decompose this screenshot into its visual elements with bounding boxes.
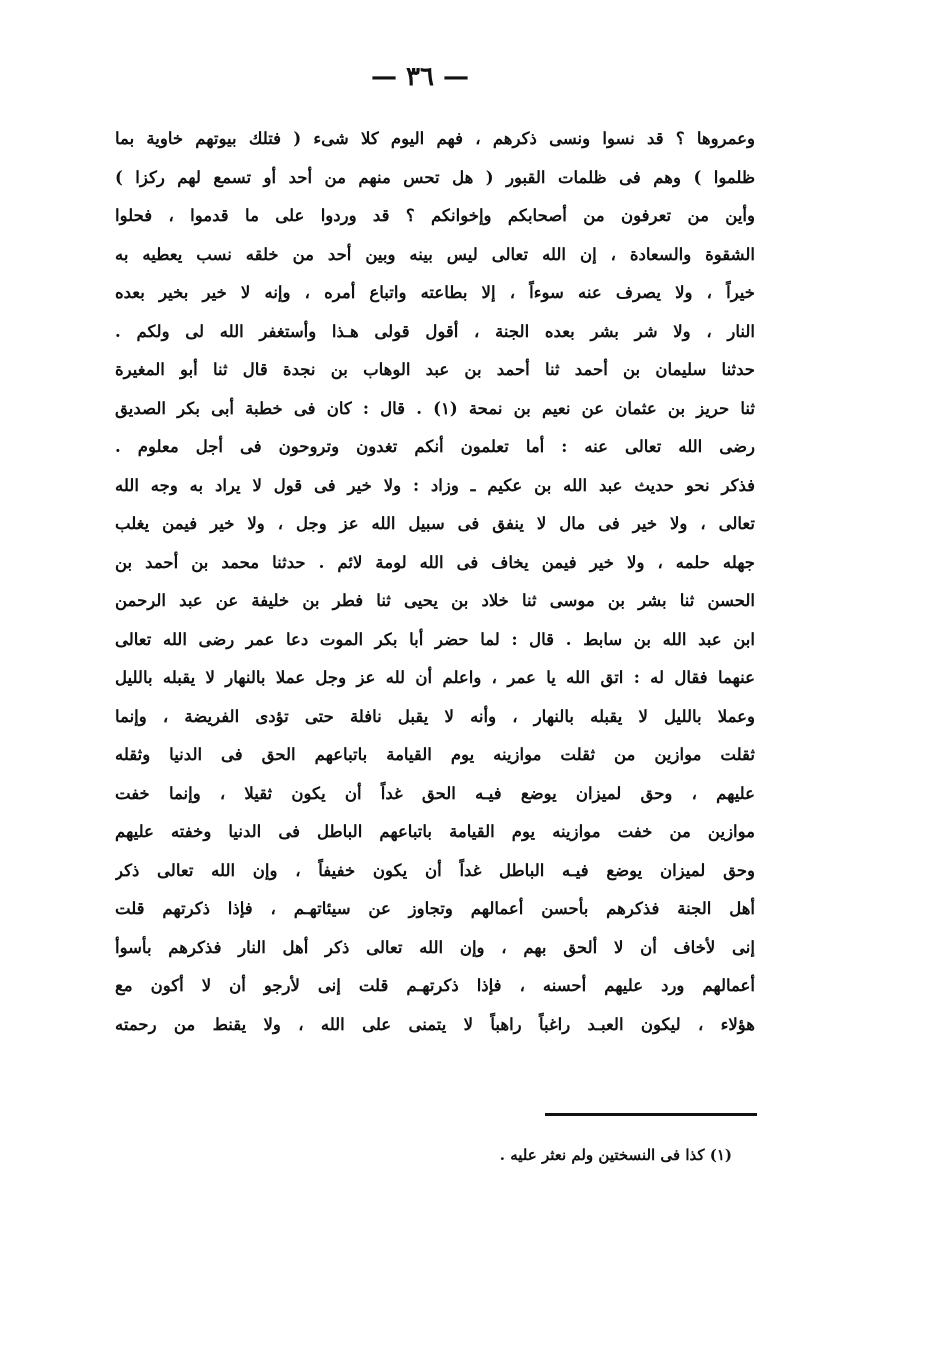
text-line: ثقلت موازين من ثقلت موازينه يوم القيامة باتباعهم الحق فى الدنيا وثقله — [115, 745, 755, 764]
text-line: ثنا حريز بن عثمان عن نعيم بن نمحة (١) . قال : كان فى خطبة أبى بكر الصديق — [115, 398, 755, 418]
text-line: إنى لأخاف أن لا ألحق بهم ، وإن الله تعالى ذكر أهل النار فذكرهم بأسوأ — [115, 937, 755, 957]
text-line: وحق لميزان يوضع فيـه الباطل غداً أن يكون خفيفاً ، وإن الله تعالى ذكر — [115, 860, 755, 880]
text-line: فذكر نحو حديث عبد الله بن عكيم ـ وزاد : ولا خير فى قول لا يراد به وجه الله — [115, 475, 755, 495]
text-line: النار ، ولا شر بشر بعده الجنة ، أقول قولى هـذا وأستغفر الله لى ولكم . — [115, 321, 755, 341]
text-line: هؤلاء ، ليكون العبـد راغباً راهباً لا يتمنى على الله ، ولا يقنط من رحمته — [115, 1014, 755, 1034]
text-line: ابن عبد الله بن سابط . قال : لما حضر أبا بكر الموت دعا عمر رضى الله تعالى — [115, 629, 755, 649]
text-line: حدثنا سليمان بن أحمد ثنا أحمد بن عبد الوهاب بن نجدة قال ثنا أبو المغيرة — [115, 360, 755, 379]
text-line: وأين من تعرفون من أصحابكم وإخوانكم ؟ قد وردوا على ما قدموا ، فحلوا — [115, 206, 755, 225]
text-line: الحسن ثنا بشر بن موسى ثنا خلاد بن يحيى ثنا فطر بن خليفة عن عبد الرحمن — [115, 591, 755, 610]
text-line: جهله حلمه ، ولا خير فيمن يخاف فى الله لومة لائم . حدثنا محمد بن أحمد بن — [115, 552, 755, 572]
text-line: وعمروها ؟ قد نسوا ونسى ذكرهم ، فهم اليوم كلا شىء ( فتلك بيوتهم خاوية بما — [115, 129, 755, 148]
text-line: تعالى ، ولا خير فى مال لا ينفق فى سبيل الله عز وجل ، ولا خير فيمن يغلب — [115, 514, 755, 533]
text-line: رضى الله تعالى عنه : أما تعلمون أنكم تغدون وتروحون فى أجل معلوم . — [115, 437, 755, 456]
text-line: وعملا بالليل لا يقبله بالنهار ، وأنه لا يقبل نافلة حتى تؤدى الفريضة ، وإنما — [115, 706, 755, 726]
text-line: أعمالهم ورد عليهم أحسنه ، فإذا ذكرتهـم قلت إنى لأرجو أن لا أكون مع — [115, 976, 755, 995]
footnote-divider — [545, 1113, 757, 1116]
text-line: خيراً ، ولا يصرف عنه سوءاً ، إلا بطاعته واتباع أمره ، وإنه لا خير بخير بعده — [115, 283, 755, 302]
text-line: أهل الجنة فذكرهم بأحسن أعمالهم وتجاوز عن سيئاتهـم ، فإذا ذكرتهم قلت — [115, 899, 755, 918]
main-text-block — [115, 120, 755, 1044]
page-number: — ٣٦ — — [370, 62, 470, 92]
footnote: (١) كذا فى النسختين ولم نعثر عليه . — [499, 1146, 732, 1164]
text-line: الشقوة والسعادة ، إن الله تعالى ليس بينه وبين أحد من خلقه نسب يعطيه به — [115, 244, 755, 264]
text-line: عنهما فقال له : اتق الله يا عمر ، واعلم أن لله عز وجل عملا بالنهار لا يقبله بالليل — [115, 668, 755, 687]
text-line: موازين من خفت موازينه يوم القيامة باتباعهم الباطل فى الدنيا وخفته عليهم — [115, 822, 755, 841]
text-line: ظلموا ) وهم فى ظلمات القبور ( هل تحس منهم من أحد أو تسمع لهم ركزا ) — [115, 167, 755, 187]
text-line: عليهم ، وحق لميزان يوضع فيـه الحق غداً أن يكون ثقيلا ، وإنما خفت — [115, 783, 755, 803]
